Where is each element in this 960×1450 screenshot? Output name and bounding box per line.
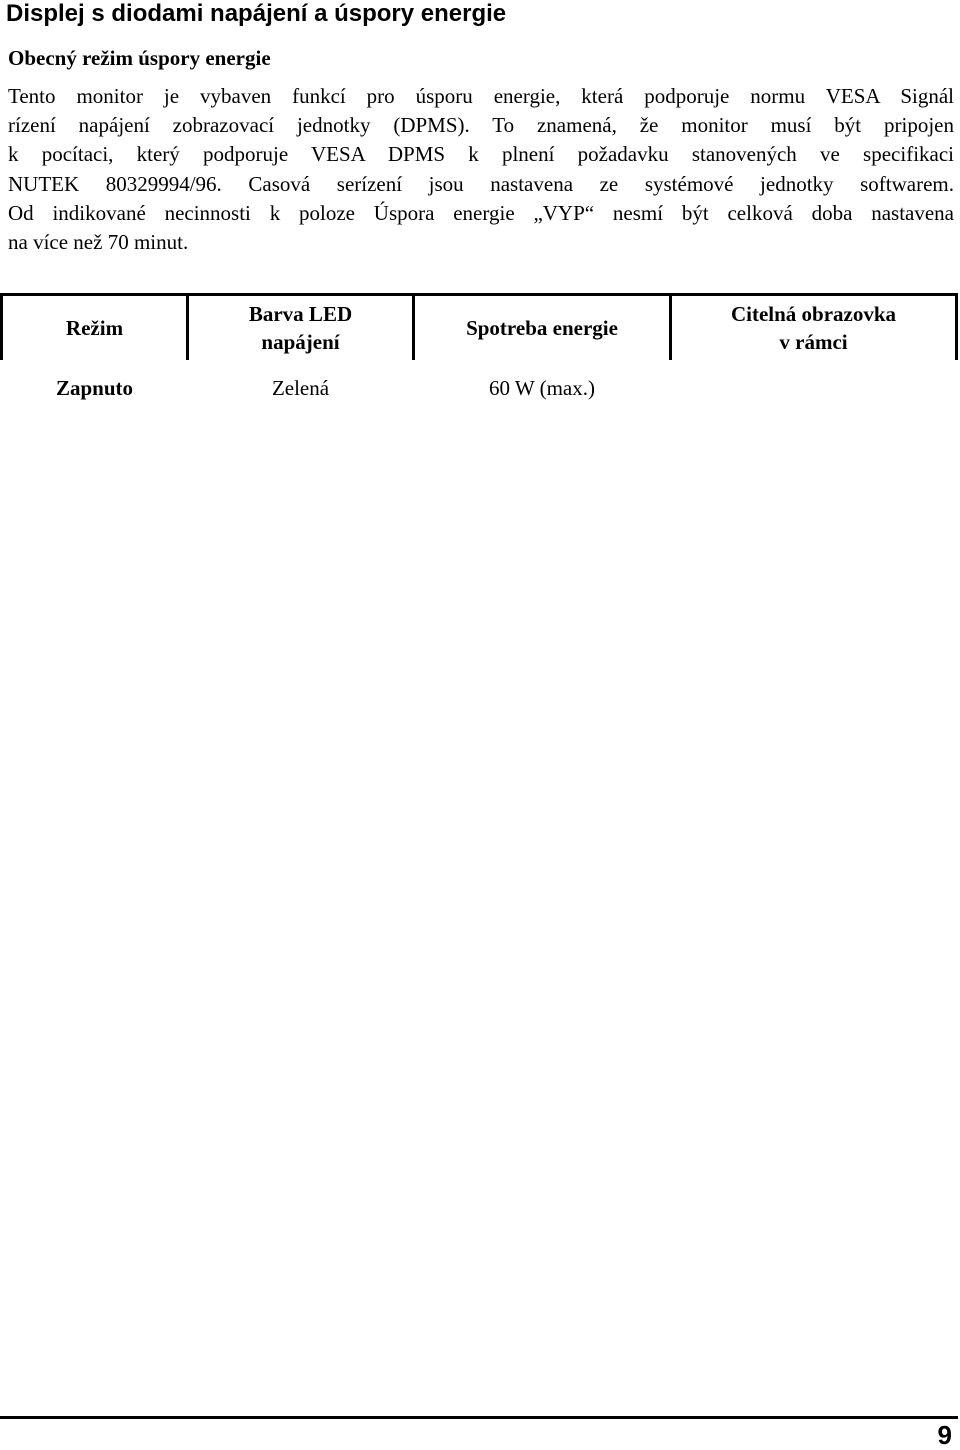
section-heading: Obecný režim úspory energie xyxy=(8,46,271,70)
table-cell-led-color: Zelená xyxy=(271,376,330,400)
paragraph-line: Od indikované necinnosti k poloze Úspora energie „VYP“ nesmí být celková doba nastavena xyxy=(8,200,954,225)
table-cell-mode: Zapnuto xyxy=(55,376,134,400)
page-number: 9 xyxy=(937,1420,952,1450)
table-header-line: v rámci xyxy=(779,330,848,354)
table-header-line: Barva LED xyxy=(248,302,353,326)
table-header-line: Citelná obrazovka xyxy=(730,302,897,326)
table-header-visible-screen xyxy=(672,296,955,360)
table-cell-power-consumption: 60 W (max.) xyxy=(489,376,595,400)
paragraph-line: NUTEK 80329994/96. Casová serízení jsou nastavena ze systémové jednotky softwarem. xyxy=(8,171,954,196)
page-title: Displej s diodami napájení a úspory energie xyxy=(6,0,507,27)
paragraph-line: k pocítaci, který podporuje VESA DPMS k plnení požadavku stanovených ve specifikaci xyxy=(8,142,954,167)
table-header-power-consumption xyxy=(415,296,669,360)
table-column-divider xyxy=(955,293,958,360)
paragraph-line: Tento monitor je vybaven funkcí pro úsporu energie, která podporuje normu VESA Signál xyxy=(8,84,954,108)
table-header-led-color xyxy=(189,296,412,360)
table-header-line: Spotreba energie xyxy=(466,316,618,340)
table-header-mode xyxy=(3,296,186,360)
table-header-line: Režim xyxy=(65,316,124,340)
table-header-line: napájení xyxy=(261,330,340,354)
body-paragraph xyxy=(8,82,954,257)
paragraph-line: na více než 70 minut. xyxy=(8,230,189,255)
footer-rule xyxy=(0,1416,958,1419)
paragraph-line: rízení napájení zobrazovací jednotky (DPMS). To znamená, že monitor musí být pripojen xyxy=(8,113,954,138)
